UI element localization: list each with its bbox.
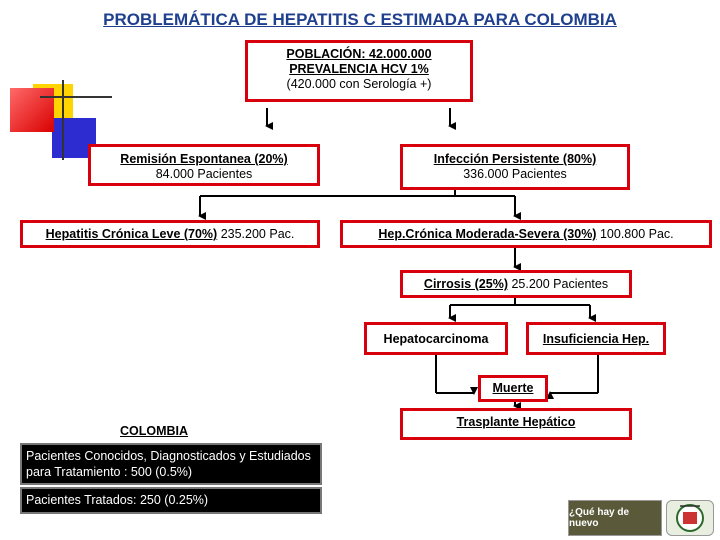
chronic-mild-count: 235.200 Pac. xyxy=(220,227,295,241)
transplant-box xyxy=(400,408,632,440)
remission-label: Remisión Espontanea (20%) xyxy=(120,152,288,166)
seal-icon xyxy=(668,502,712,534)
diagnosed-patients-box: Pacientes Conocidos, Diagnosticados y Estudiados para Tratamiento : 500 (0.5%) xyxy=(20,443,322,485)
chronic-moderate-count: 100.800 Pac. xyxy=(599,227,674,241)
page-title: PROBLEMÁTICA DE HEPATITIS C ESTIMADA PARA COLOMBIA xyxy=(103,10,617,29)
hepatocarcinoma-label: Hepatocarcinoma xyxy=(383,332,489,346)
remission-box xyxy=(88,144,320,186)
hepatocarcinoma-box xyxy=(364,322,508,355)
insufficiency-box xyxy=(526,322,666,355)
population-box xyxy=(245,40,473,102)
transplant-label: Trasplante Hepático xyxy=(456,415,576,429)
remission-count: 84.000 Pacientes xyxy=(155,167,253,181)
chronic-moderate-severe-box xyxy=(340,220,712,248)
population-label: POBLACIÓN: 42.000.000 xyxy=(286,47,432,61)
chronic-mild-label: Hepatitis Crónica Leve (70%) xyxy=(45,227,218,241)
persistent-infection-box xyxy=(400,144,630,190)
treated-patients-box: Pacientes Tratados: 250 (0.25%) xyxy=(20,487,322,514)
que-hay-logo-text: ¿Qué hay de nuevo xyxy=(569,507,630,529)
persistent-label: Infección Persistente (80%) xyxy=(433,152,597,166)
institution-seal-logo xyxy=(666,500,714,536)
colombia-heading: COLOMBIA xyxy=(120,424,189,438)
serology-label: (420.000 con Serología +) xyxy=(286,77,432,91)
death-box xyxy=(478,375,548,402)
prevalence-label: PREVALENCIA HCV 1% xyxy=(289,62,429,76)
persistent-count: 336.000 Pacientes xyxy=(463,167,567,181)
death-label: Muerte xyxy=(492,381,534,395)
que-hay-de-nuevo-logo xyxy=(568,500,662,536)
insufficiency-label: Insuficiencia Hep. xyxy=(542,332,650,346)
cirrhosis-box xyxy=(400,270,632,298)
cirrhosis-label: Cirrosis (25%) xyxy=(423,277,508,291)
chronic-mild-box xyxy=(20,220,320,248)
cirrhosis-count: 25.200 Pacientes xyxy=(511,277,609,291)
chronic-moderate-label: Hep.Crónica Moderada-Severa (30%) xyxy=(378,227,597,241)
